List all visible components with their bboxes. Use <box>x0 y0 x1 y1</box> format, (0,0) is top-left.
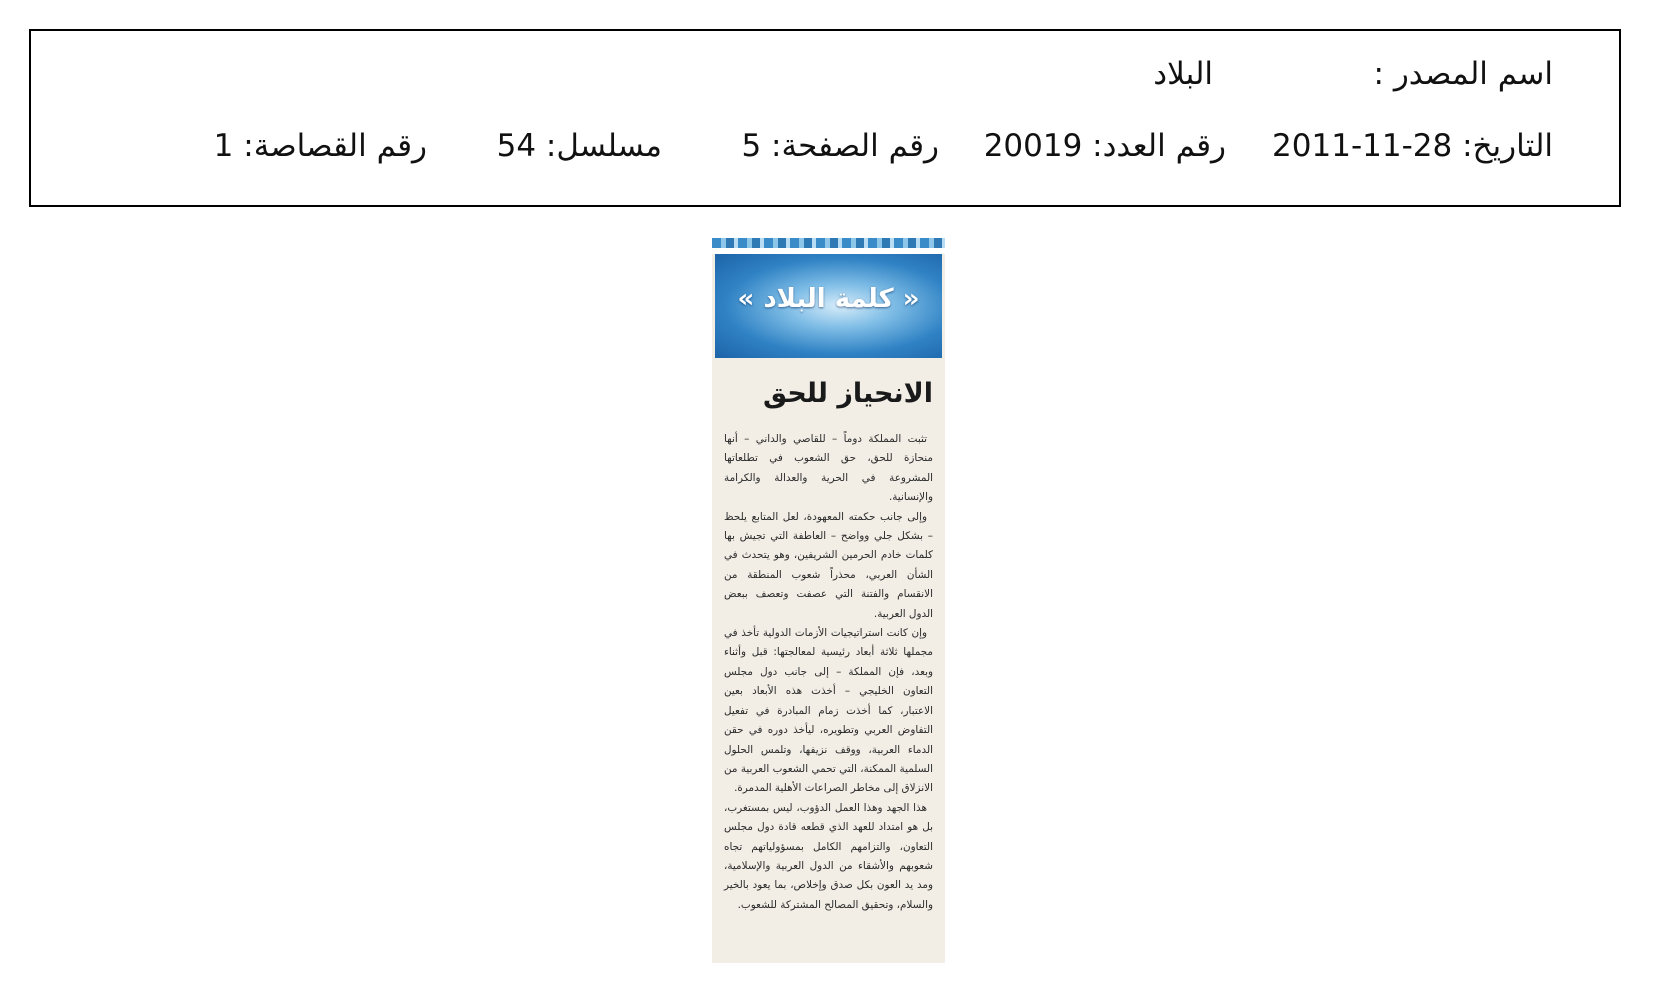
article-headline: الانحياز للحق <box>762 378 933 409</box>
source-value: البلاد <box>1153 56 1213 92</box>
metadata-box <box>29 29 1621 207</box>
banner-title: « كلمة البلاد » <box>737 284 920 314</box>
issue-number-field: رقم العدد: 20019 <box>983 128 1226 164</box>
article-paragraph: وإلى جانب حكمته المعهودة، لعل المتابع يلحظ – بشكل جلي وواضح – العاطفة التي تجيش بها كلمات خادم الحرمين الشريفين، وهو يتحدث في الشأن العربي، محذراً شعوب المنطقة من الانقسام والفتنة التي عصفت وتعصف ببعض الدول العربية. <box>724 510 933 620</box>
source-label: اسم المصدر : <box>1373 56 1553 92</box>
article-paragraph: تثبت المملكة دوماً – للقاصي والداني – أنها منحازة للحق، حق الشعوب في تطلعاتها المشروعة في الحرية والعدالة والكرامة والإنسانية. <box>724 433 933 504</box>
serial-field: مسلسل: 54 <box>496 128 662 164</box>
clipping-number-field: رقم القصاصة: 1 <box>213 128 427 164</box>
page-number-field: رقم الصفحة: 5 <box>741 128 939 164</box>
newspaper-clipping <box>712 238 945 963</box>
article-body <box>724 430 933 915</box>
article-paragraph: وإن كانت استراتيجيات الأزمات الدولية تأخذ في مجملها ثلاثة أبعاد رئيسية لمعالجتها: قبل وأثناء وبعد، فإن المملكة – إلى جانب دول مجلس التعاون الخليجي – أخذت هذه الأبعاد بعين الاعتبار، كما أخذت زمام المبادرة في تفعيل التفاوض العربي وتطويره، ليأخذ دوره في حقن الدماء العربية، ووقف نزيفها، وتلمس الحلول السلمية الممكنة، التي تحمي الشعوب العربية من الانزلاق إلى مخاطر الصراعات الأهلية المدمرة. <box>724 627 933 795</box>
column-banner <box>715 254 942 358</box>
date-field: التاريخ: 28-11-2011 <box>1272 128 1553 164</box>
article-paragraph: هذا الجهد وهذا العمل الدؤوب، ليس بمستغرب، بل هو امتداد للعهد الذي قطعه قادة دول مجلس التعاون، والتزامهم الكامل بمسؤولياتهم تجاه شعوبهم والأشقاء من الدول العربية والإسلامية، ومد يد العون بكل صدق وإخلاص، بما يعود بالخير والسلام، وتحقيق المصالح المشتركة للشعوب. <box>724 801 933 911</box>
decorative-strip <box>712 238 945 248</box>
